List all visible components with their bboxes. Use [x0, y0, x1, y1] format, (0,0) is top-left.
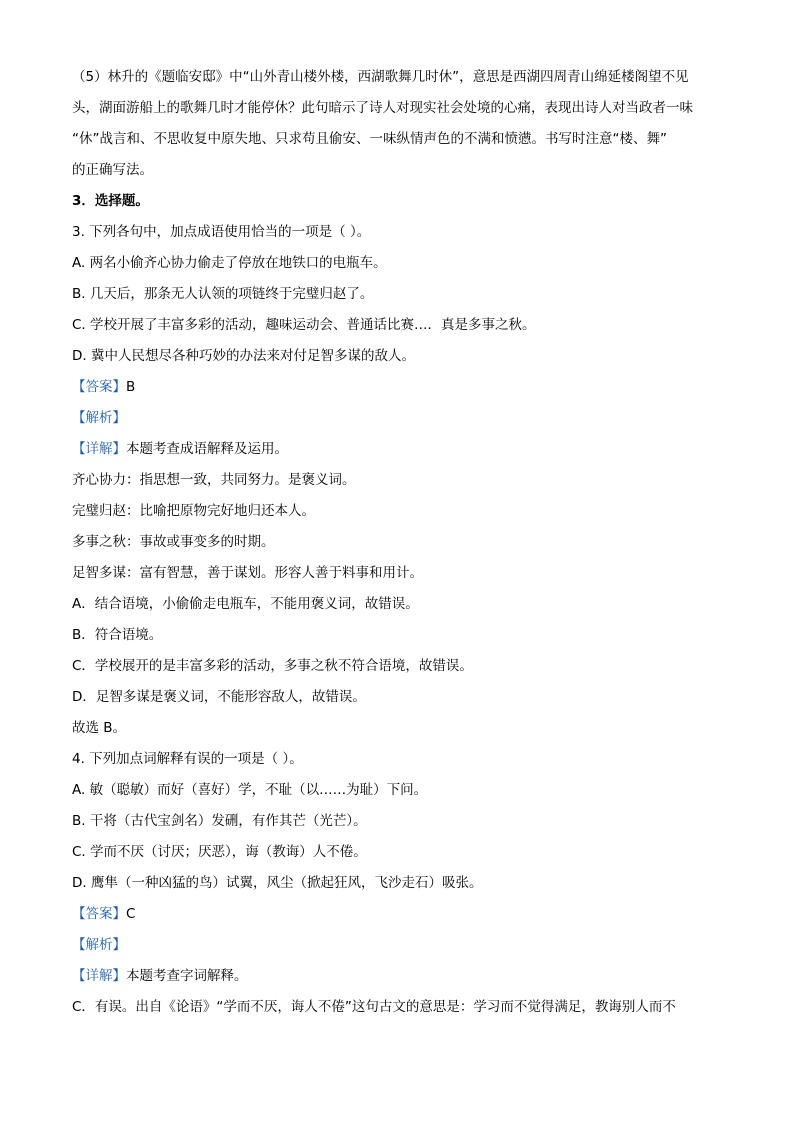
option-c: C. 学而不厌（讨厌；厌恶），诲（教诲）人不倦。	[72, 844, 367, 860]
explanation-line: D．足智多谋是褒义词，不能形容敌人，故错误。	[72, 689, 366, 705]
document-page	[72, 62, 724, 1023]
question-3	[72, 217, 724, 744]
analysis-tag: 【解析】	[72, 937, 126, 953]
intro-paragraph	[72, 62, 724, 186]
question-4	[72, 744, 724, 1023]
option-c: C. 学校开展了丰富多彩的活动，趣味运动会、普通话比赛…．真是多事之秋。	[72, 317, 536, 333]
analysis-line	[72, 403, 724, 434]
intro-line: 的正确写法。	[72, 162, 153, 178]
analysis-tag: 【解析】	[72, 410, 126, 426]
explanation-line: A．结合语境，小偷偷走电瓶车，不能用褒义词，故错误。	[72, 596, 419, 612]
explanation-line: C．有误。出自《论语》“学而不厌，诲人不倦”这句古文的意思是：学习而不觉得满足，教诲别人而不	[72, 999, 676, 1015]
detail-text: 本题考查成语解释及运用。	[126, 441, 288, 457]
answer-value: B	[126, 379, 136, 395]
option-d: D. 冀中人民想尽各种巧妙的办法来对付足智多谋的敌人。	[72, 348, 415, 364]
detail-line	[72, 961, 724, 992]
detail-line	[72, 434, 724, 465]
explanation-line: 故选 B。	[72, 720, 127, 736]
answer-line	[72, 899, 724, 930]
detail-tag: 【详解】	[72, 968, 126, 984]
analysis-line	[72, 930, 724, 961]
answer-value: C	[126, 906, 136, 922]
intro-line: “休”战言和、不思收复中原失地、只求苟且偷安、一味纵情声色的不满和愤懑。书写时注意“楼、舞”	[72, 131, 667, 147]
option-a: A. 敏（聪敏）而好（喜好）学，不耻（以……为耻）下问。	[72, 782, 428, 798]
intro-line: （5）林升的《题临安邸》中“山外青山楼外楼，西湖歌舞几时休”，意思是西湖四周青山绵延楼阁望不见	[72, 69, 689, 85]
explanation-line: C．学校展开的是丰富多彩的活动，多事之秋不符合语境，故错误。	[72, 658, 473, 674]
question-stem: 4. 下列加点词解释有误的一项是（ ）。	[72, 751, 303, 767]
section-heading: 3．选择题。	[72, 193, 149, 209]
option-d: D. 鹰隼（一种凶猛的鸟）试翼，风尘（掀起狂风，飞沙走石）吸张。	[72, 875, 483, 891]
explanation-line: 齐心协力：指思想一致，共同努力。是褒义词。	[72, 472, 356, 488]
explanation-line: B．符合语境。	[72, 627, 163, 643]
answer-line	[72, 372, 724, 403]
answer-tag: 【答案】	[72, 379, 126, 395]
question-stem: 3. 下列各句中，加点成语使用恰当的一项是（ ）。	[72, 224, 371, 240]
option-a: A. 两名小偷齐心协力偷走了停放在地铁口的电瓶车。	[72, 255, 387, 271]
answer-tag: 【答案】	[72, 906, 126, 922]
detail-text: 本题考查字词解释。	[126, 968, 248, 984]
intro-line: 头，湖面游船上的歌舞几时才能停休？此句暗示了诗人对现实社会处境的心痛，表现出诗人对当政者一味	[72, 100, 693, 116]
explanation-line: 足智多谋：富有智慧，善于谋划。形容人善于料事和用计。	[72, 565, 423, 581]
explanation-line: 多事之秋：事故或事变多的时期。	[72, 534, 275, 550]
option-b: B. 干将（古代宝剑名）发硎，有作其芒（光芒）。	[72, 813, 367, 829]
option-b: B. 几天后，那条无人认领的项链终于完璧归赵了。	[72, 286, 374, 302]
detail-tag: 【详解】	[72, 441, 126, 457]
explanation-line: 完璧归赵：比喻把原物完好地归还本人。	[72, 503, 315, 519]
